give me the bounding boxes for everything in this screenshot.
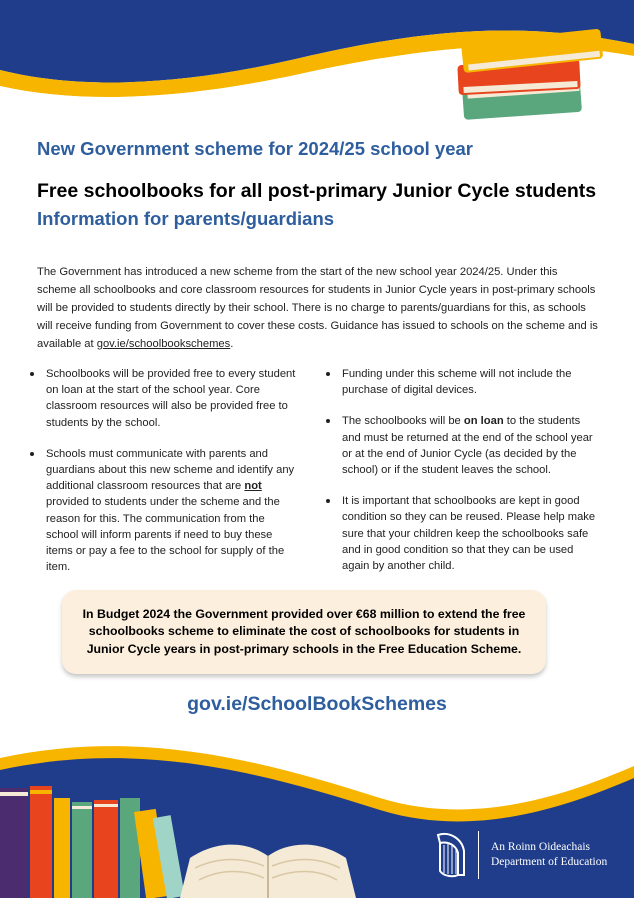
bullet-text: to the students and must be returned at the end of the school year or at the end of Junior Cycle (as decided by the school) or if the student leaves the school. xyxy=(342,415,593,477)
left-bullet-column xyxy=(22,366,298,590)
bullet-text: Schools must communicate with parents and guardians about this new scheme and identify any additional classroom resources that are xyxy=(46,447,295,493)
list-item xyxy=(318,413,598,478)
intro-end: . xyxy=(230,338,234,350)
department-logo xyxy=(432,830,607,880)
logo-divider xyxy=(478,831,479,879)
bullet-text: Schoolbooks will be provided free to every student on loan at the start of the school year. Core classroom resources will also be provided free to students by the school. xyxy=(46,368,296,429)
emphasis-on-loan: on loan xyxy=(463,415,504,428)
top-banner-art xyxy=(0,0,634,140)
department-name-irish: An Roinn Oideachais xyxy=(491,841,591,853)
scheme-subtitle: New Government scheme for 2024/25 school year xyxy=(37,138,473,159)
bullet-text: It is important that schoolbooks are kept in good condition so they can be reused. Please help make sure that your children keep the schoolbooks safe and in good condition so that they can be used again by another child. xyxy=(342,495,596,573)
harp-logo-icon xyxy=(432,831,470,879)
intro-scheme-link[interactable]: gov.ie/schoolbookschemes xyxy=(96,338,231,350)
list-item xyxy=(22,366,298,431)
right-bullet-column xyxy=(318,366,598,589)
budget-callout-box xyxy=(62,590,546,674)
bullet-text: provided to students under the scheme and the reason for this. The communication from the school will inform parents if need to buy these items or pay a fee to the school for supply of the item. xyxy=(46,496,285,574)
callout-text: In Budget 2024 the Government provided over €68 million to extend the free schoolbooks scheme to eliminate the cost of schoolbooks for students in Junior Cycle years in post-primary schools in the Free Education Scheme. xyxy=(82,607,526,656)
department-name-english: Department of Education xyxy=(491,856,608,868)
footer-scheme-link[interactable]: gov.ie/SchoolBookSchemes xyxy=(187,693,447,715)
bullet-text: Funding under this scheme will not include the purchase of digital devices. xyxy=(342,368,572,397)
emphasis-not: not xyxy=(244,480,262,493)
list-item xyxy=(22,446,298,576)
list-item xyxy=(318,493,598,574)
department-name xyxy=(491,840,607,870)
bullet-text: The schoolbooks will be xyxy=(342,415,464,428)
intro-text: The Government has introduced a new scheme from the start of the new school year 2024/25. Under this scheme all schoolbooks and core classroom resources for students in Junior Cycle years in post-primary schools will be provided to students directly by their school. There is no charge to parents/guardians for this, as schools will receive funding from Government to cover these costs. Guidance has issued to schools on the scheme and is available at xyxy=(37,266,598,350)
intro-paragraph xyxy=(37,263,599,353)
page-title: Free schoolbooks for all post-primary Junior Cycle students xyxy=(37,180,597,202)
list-item xyxy=(318,366,598,398)
audience-subtitle: Information for parents/guardians xyxy=(37,208,335,229)
